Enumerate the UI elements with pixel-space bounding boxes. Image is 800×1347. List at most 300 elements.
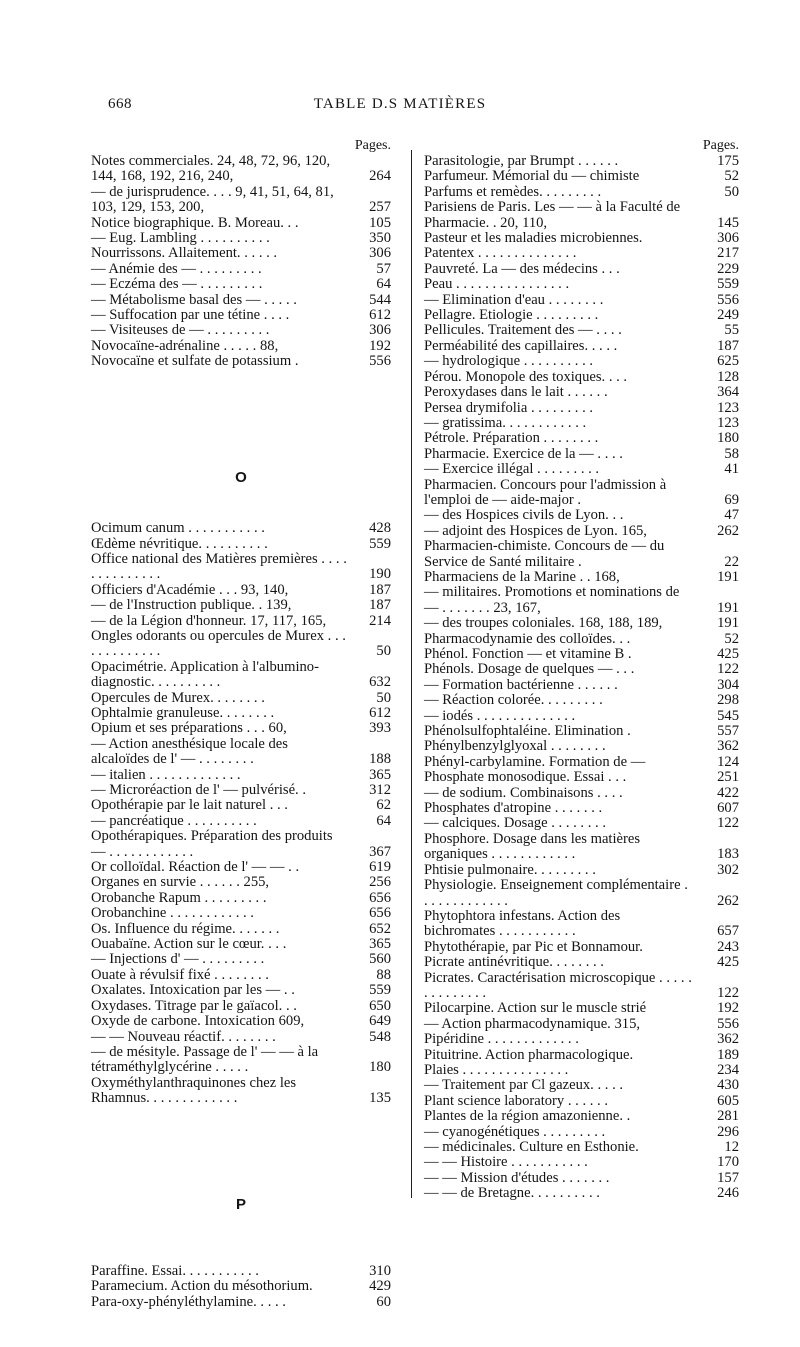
index-entry [91,721,391,736]
entry-page: 234 [717,1061,739,1078]
index-entry [91,1030,391,1045]
index-entry [424,1017,739,1032]
entry-text: Phosphore. Dosage dans les matières organiques . . . . . . . . . . . . [424,830,641,863]
entry-page: 612 [369,307,391,324]
entry-page: 128 [717,368,739,385]
index-entry [424,524,739,539]
entry-page: 306 [369,245,391,262]
entry-text: — Injections d' — . . . . . . . . . [91,951,265,968]
entry-text: Picrates. Caractérisation microscopique . . . . . . . . . . . . . . [424,969,692,1001]
index-entry [424,678,739,693]
index-entry [91,231,391,246]
entry-text: — des troupes coloniales. 168, 188, 189, [424,615,663,632]
index-entry [424,616,739,631]
entry-text: Opium et ses préparations . . . 60, [91,720,287,737]
entry-text: Ouabaïne. Action sur le cœur. . . . [91,936,287,953]
entry-page: 310 [369,1262,391,1279]
index-entry [424,1048,739,1063]
index-entry [91,814,391,829]
entry-text: Notice biographique. B. Moreau. . . [91,214,299,231]
entry-text: Pellicules. Traitement des — . . . . [424,322,622,339]
entry-page: 123 [717,414,739,431]
entry-page: 262 [717,892,739,909]
index-entry [424,1001,739,1016]
entry-text: — gratissima. . . . . . . . . . . . [424,414,587,431]
entry-text: Pérou. Monopole des toxiques. . . . [424,368,628,385]
index-entry [91,660,391,691]
entry-text: Phénol. Fonction — et vitamine B . [424,646,632,662]
index-entry [424,878,739,909]
entry-page: 60 [376,1293,391,1310]
index-entry [91,798,391,813]
index-entry [91,216,391,231]
entry-page: 281 [717,1108,739,1125]
index-entry [91,246,391,261]
entry-text: Ophtalmie granuleuse. . . . . . . . [91,704,275,721]
entry-page: 192 [717,1000,739,1017]
entry-text: — iodés . . . . . . . . . . . . . . [424,707,576,724]
entry-page: 122 [717,815,739,832]
entry-page: 122 [717,661,739,678]
index-entry [424,1140,739,1155]
entry-page: 619 [369,859,391,876]
entry-text: Opothérapiques. Préparation des produits — . . . . . . . . . . . . [91,828,333,860]
index-entry [424,401,739,416]
entry-page: 145 [717,214,739,231]
index-entry [91,860,391,875]
pages-label: Pages. [702,138,739,153]
entry-text: — italien . . . . . . . . . . . . . [91,766,241,783]
index-entry [424,770,739,785]
entry-text: Persea drymifolia . . . . . . . . . [424,399,594,416]
entry-page: 88 [376,966,391,983]
index-entry [91,277,391,292]
entry-page: 306 [369,322,391,339]
index-entry [424,277,739,292]
entry-text: — cyanogénétiques . . . . . . . . . [424,1123,606,1140]
index-entry [424,739,739,754]
entry-text: — Eug. Lambling . . . . . . . . . . [91,230,270,247]
entry-text: Orobanche Rapum . . . . . . . . . [91,889,267,906]
entry-text: Opercules de Murex. . . . . . . . [91,689,265,706]
entry-page: 243 [717,938,739,955]
entry-text: — Anémie des — . . . . . . . . . [91,260,262,277]
entry-page: 425 [717,646,739,662]
entry-text: Pasteur et les maladies microbiennes. [424,230,643,247]
entry-page: 217 [717,245,739,262]
entry-page: 649 [369,1013,391,1030]
entry-page: 214 [369,612,391,629]
entry-text: Peau . . . . . . . . . . . . . . . . [424,276,570,293]
entry-text: Pipéridine . . . . . . . . . . . . . [424,1031,579,1048]
entry-text: Perméabilité des capillaires. . . . . [424,337,618,354]
entry-text: Phytophtora infestans. Action des bichromates . . . . . . . . . . . [424,907,621,940]
entry-text: — hydrologique . . . . . . . . . . [424,353,594,370]
entry-page: 650 [369,997,391,1014]
index-entry [91,706,391,721]
entry-page: 246 [717,1185,739,1202]
entry-text: — Traitement par Cl gazeux. . . . . [424,1077,624,1094]
entry-page: 124 [717,753,739,770]
index-entry [424,709,739,724]
index-entry [91,1279,391,1294]
entry-text: Physiologie. Enseignement complémentaire . . . . . . . . . . . . . [424,877,688,909]
entry-page: 229 [717,260,739,277]
entry-page: 365 [369,766,391,783]
entry-page: 58 [724,445,739,462]
entry-page: 52 [724,630,739,647]
entry-page: 365 [369,936,391,953]
entry-text: — médicinales. Culture en Esthonie. [424,1139,639,1155]
entry-page: 312 [369,782,391,798]
index-entry [91,293,391,308]
entry-page: 656 [369,905,391,922]
entry-page: 262 [717,522,739,539]
entry-text: — adjoint des Hospices de Lyon. 165, [424,522,647,539]
left-column [91,138,391,1310]
entry-text: — Réaction colorée. . . . . . . . . [424,692,603,709]
index-entry [424,508,739,523]
entry-page: 430 [717,1077,739,1094]
index-entry [91,323,391,338]
entry-text: Paramecium. Action du mésothorium. [91,1278,313,1295]
entry-text: Phénolsulfophtaléine. Elimination . [424,723,631,740]
entry-text: — Suffocation par une tétine . . . . [91,307,290,324]
index-entry [91,983,391,998]
entry-text: Office national des Matières premières . . . . . . . . . . . . . . [91,550,347,583]
entry-page: 135 [369,1090,391,1107]
entry-text: Paraffine. Essai. . . . . . . . . . . [91,1262,259,1279]
index-entry [424,863,739,878]
index-entry [424,308,739,323]
index-entry [91,1295,391,1310]
entry-page: 157 [717,1169,739,1186]
index-entry [91,552,391,583]
entry-text: Pharmacien-chimiste. Concours de — du Service de Santé militaire . [424,538,665,570]
entry-text: — — Histoire . . . . . . . . . . . [424,1154,588,1171]
entry-page: 264 [369,168,391,185]
index-entry [91,598,391,613]
index-entry [91,891,391,906]
index-entry [424,154,739,169]
entry-text: Phénols. Dosage de quelques — . . . [424,661,635,678]
entry-page: 50 [376,643,391,660]
entry-page: 191 [717,599,739,616]
index-entry [424,971,739,1002]
entry-text: Pauvreté. La — des médecins . . . [424,260,620,277]
index-entry [91,1264,391,1279]
entry-text: Oxalates. Intoxication par les — . . [91,982,295,999]
index-entry [91,768,391,783]
entry-text: Phénylbenzylglyoxal . . . . . . . . [424,738,606,755]
entry-text: Pituitrine. Action pharmacologique. [424,1046,634,1063]
entry-page: 122 [717,984,739,1001]
index-entry [424,632,739,647]
entry-page: 605 [717,1092,739,1109]
entry-page: 189 [717,1046,739,1063]
entry-page: 191 [717,615,739,632]
entry-text: Phényl-carbylamine. Formation de — [424,753,646,770]
entry-page: 362 [717,738,739,755]
entry-text: Plant science laboratory . . . . . . [424,1092,608,1109]
entry-text: — — Mission d'études . . . . . . . [424,1169,610,1186]
entry-text: Pellagre. Etiologie . . . . . . . . . [424,307,599,324]
entry-text: — Visiteuses de — . . . . . . . . . [91,322,270,339]
entry-page: 64 [376,276,391,293]
index-list-p-continued [424,154,739,1202]
index-entry [91,521,391,536]
index-entry [91,537,391,552]
entry-page: 296 [717,1123,739,1140]
page-title: TABLE D.S MATIÈRES [313,96,487,112]
index-entry [91,308,391,323]
entry-text: Officiers d'Académie . . . 93, 140, [91,581,289,598]
entry-page: 607 [717,800,739,817]
page-header [0,96,800,118]
index-entry [424,909,739,940]
entry-text: — — de Bretagne. . . . . . . . . . [424,1185,600,1202]
entry-text: Phosphates d'atropine . . . . . . . [424,800,603,817]
index-entry [424,724,739,739]
entry-page: 52 [724,168,739,185]
index-entry [91,1045,391,1076]
entry-text: — — Nouveau réactif. . . . . . . . [91,1028,276,1045]
entry-text: — Microréaction de l' — pulvérisé. . [91,782,306,798]
entry-text: Phytothérapie, par Pic et Bonnamour. [424,938,643,955]
entry-page: 62 [376,797,391,814]
entry-text: Pharmaciens de la Marine . . 168, [424,568,620,585]
entry-page: 350 [369,230,391,247]
index-entry [424,262,739,277]
entry-text: Pétrole. Préparation . . . . . . . . [424,430,599,447]
index-entry [91,185,391,216]
entry-page: 657 [717,923,739,940]
index-entry [424,370,739,385]
entry-text: — Action pharmacodynamique. 315, [424,1015,641,1032]
entry-text: Pharmacodynamie des colloïdes. . . [424,630,631,647]
entry-page: 190 [369,566,391,583]
index-entry [91,783,391,798]
entry-page: 175 [717,153,739,169]
section-letter-p: P [235,1195,246,1213]
index-entry [91,999,391,1014]
entry-page: 428 [369,520,391,537]
entry-text: — de mésityle. Passage de l' — — à la tétraméthylglycérine . . . . . [91,1043,319,1076]
entry-text: Plantes de la région amazonienne. . [424,1108,631,1125]
entry-text: Parfums et remèdes. . . . . . . . . [424,183,602,200]
index-entry [424,293,739,308]
index-entry [424,354,739,369]
entry-text: Oxyméthylanthraquinones chez les Rhamnus. . . . . . . . . . . . . [91,1074,297,1107]
entry-page: 557 [717,723,739,740]
entry-page: 560 [369,951,391,968]
entry-page: 559 [369,535,391,552]
index-entry [424,462,739,477]
entry-page: 656 [369,889,391,906]
index-entry [91,952,391,967]
index-entry [424,385,739,400]
entry-page: 302 [717,861,739,878]
entry-text: — Eczéma des — . . . . . . . . . [91,276,263,293]
index-entry [424,1155,739,1170]
entry-page: 306 [717,230,739,247]
index-entry [424,539,739,570]
index-entry [424,1109,739,1124]
entry-page: 429 [369,1278,391,1295]
index-entry [424,801,739,816]
entry-text: Plaies . . . . . . . . . . . . . . . [424,1061,569,1078]
index-entry [424,323,739,338]
entry-text: — pancréatique . . . . . . . . . . [91,812,257,829]
entry-page: 298 [717,692,739,709]
entry-page: 22 [724,553,739,570]
entry-page: 559 [717,276,739,293]
index-entry [91,829,391,860]
entry-text: Organes en survie . . . . . . 255, [91,874,270,891]
entry-page: 191 [717,568,739,585]
entry-page: 47 [724,507,739,524]
entry-text: Oxyde de carbone. Intoxication 609, [91,1013,305,1030]
index-entry [424,231,739,246]
entry-page: 556 [717,1015,739,1032]
entry-text: Novocaïne et sulfate de potassium . [91,353,299,370]
entry-page: 304 [717,676,739,693]
entry-text: — calciques. Dosage . . . . . . . . [424,815,606,832]
entry-page: 257 [369,199,391,216]
entry-page: 393 [369,720,391,737]
entry-page: 545 [717,707,739,724]
entry-page: 55 [724,322,739,339]
entry-page: 183 [717,846,739,863]
entry-text: Notes commerciales. 24, 48, 72, 96, 120, 144, 168, 192, 216, 240, [91,153,331,185]
entry-page: 188 [369,751,391,768]
entry-page: 180 [717,430,739,447]
index-entry [91,922,391,937]
entry-page: 69 [724,491,739,508]
index-entry [424,1125,739,1140]
index-entry [91,629,391,660]
index-entry [424,200,739,231]
entry-page: 50 [376,689,391,706]
index-entry [424,416,739,431]
index-entry [91,875,391,890]
entry-page: 367 [369,843,391,860]
index-entry [424,940,739,955]
entry-page: 170 [717,1154,739,1171]
entry-page: 556 [369,353,391,370]
entry-text: — Exercice illégal . . . . . . . . . [424,461,600,478]
index-entry [424,447,739,462]
index-entry [424,478,739,509]
entry-page: 64 [376,812,391,829]
index-entry [424,1171,739,1186]
entry-text: Oxydases. Titrage par le gaïacol. . . [91,997,297,1014]
entry-text: — des Hospices civils de Lyon. . . [424,507,624,524]
entry-text: Œdème névritique. . . . . . . . . . [91,535,268,552]
entry-page: 187 [717,337,739,354]
right-column [424,138,739,1202]
index-entry [424,169,739,184]
section-letter-o: O [235,468,247,486]
entry-text: — Action anesthésique locale des alcaloïdes de l' — . . . . . . . . [91,735,288,768]
entry-page: 41 [724,461,739,478]
entry-text: Orobanchine . . . . . . . . . . . . [91,905,254,922]
entry-text: Phosphate monosodique. Essai . . . [424,769,627,786]
entry-page: 187 [369,581,391,598]
entry-page: 192 [369,337,391,354]
entry-page: 652 [369,920,391,937]
index-entry [91,937,391,952]
entry-text: Or colloïdal. Réaction de l' — — . . [91,859,300,876]
entry-page: 364 [717,384,739,401]
entry-text: — de l'Instruction publique. . 139, [91,597,292,614]
entry-page: 425 [717,954,739,971]
index-entry [91,339,391,354]
index-entry [424,955,739,970]
entry-text: Para-oxy-phényléthylamine. . . . . [91,1293,286,1310]
index-entry [91,262,391,277]
index-entry [424,832,739,863]
index-entry [91,614,391,629]
entry-text: — de jurisprudence. . . . 9, 41, 51, 64, 81, 103, 129, 153, 200, [91,183,334,216]
entry-text: Nourrissons. Allaitement. . . . . . [91,245,278,262]
entry-page: 625 [717,353,739,370]
entry-page: 556 [717,291,739,308]
entry-page: 559 [369,982,391,999]
entry-text: — de sodium. Combinaisons . . . . [424,784,623,801]
index-entry [91,354,391,369]
entry-text: Patentex . . . . . . . . . . . . . . [424,245,577,262]
entry-page: 362 [717,1031,739,1048]
index-entry [424,339,739,354]
entry-text: Parasitologie, par Brumpt . . . . . . [424,153,619,169]
index-entry [424,570,739,585]
index-entry [424,755,739,770]
entry-page: 612 [369,704,391,721]
entry-page: 50 [724,183,739,200]
entry-text: Pilocarpine. Action sur le muscle strié [424,1000,647,1017]
entry-text: — Métabolisme basal des — . . . . . [91,291,297,308]
entry-text: Peroxydases dans le lait . . . . . . [424,384,608,401]
entry-text: Ouate à révulsif fixé . . . . . . . . [91,966,269,983]
entry-text: Ongles odorants ou opercules de Murex . . . . . . . . . . . . . [91,627,346,660]
index-entry [424,816,739,831]
entry-page: 180 [369,1059,391,1076]
entry-page: 187 [369,597,391,614]
index-entry [424,431,739,446]
entry-page: 422 [717,784,739,801]
entry-text: Parisiens de Paris. Les — — à la Faculté de Pharmacie. . 20, 110, [424,199,681,231]
entry-text: Pharmacie. Exercice de la — . . . . [424,445,623,462]
entry-text: Os. Influence du régime. . . . . . . [91,920,280,937]
entry-page: 544 [369,291,391,308]
entry-page: 105 [369,214,391,231]
index-entry [424,693,739,708]
entry-text: Novocaïne-adrénaline . . . . . 88, [91,337,279,354]
entry-page: 249 [717,307,739,324]
index-entry [424,1094,739,1109]
entry-page: 256 [369,874,391,891]
index-entry [91,1014,391,1029]
index-entry [91,968,391,983]
page-number: 668 [108,96,132,112]
entry-page: 548 [369,1028,391,1045]
index-list-o [91,521,391,1106]
index-entry [91,583,391,598]
entry-text: Parfumeur. Mémorial du — chimiste [424,168,640,185]
index-entry [91,691,391,706]
entry-page: 632 [369,674,391,691]
